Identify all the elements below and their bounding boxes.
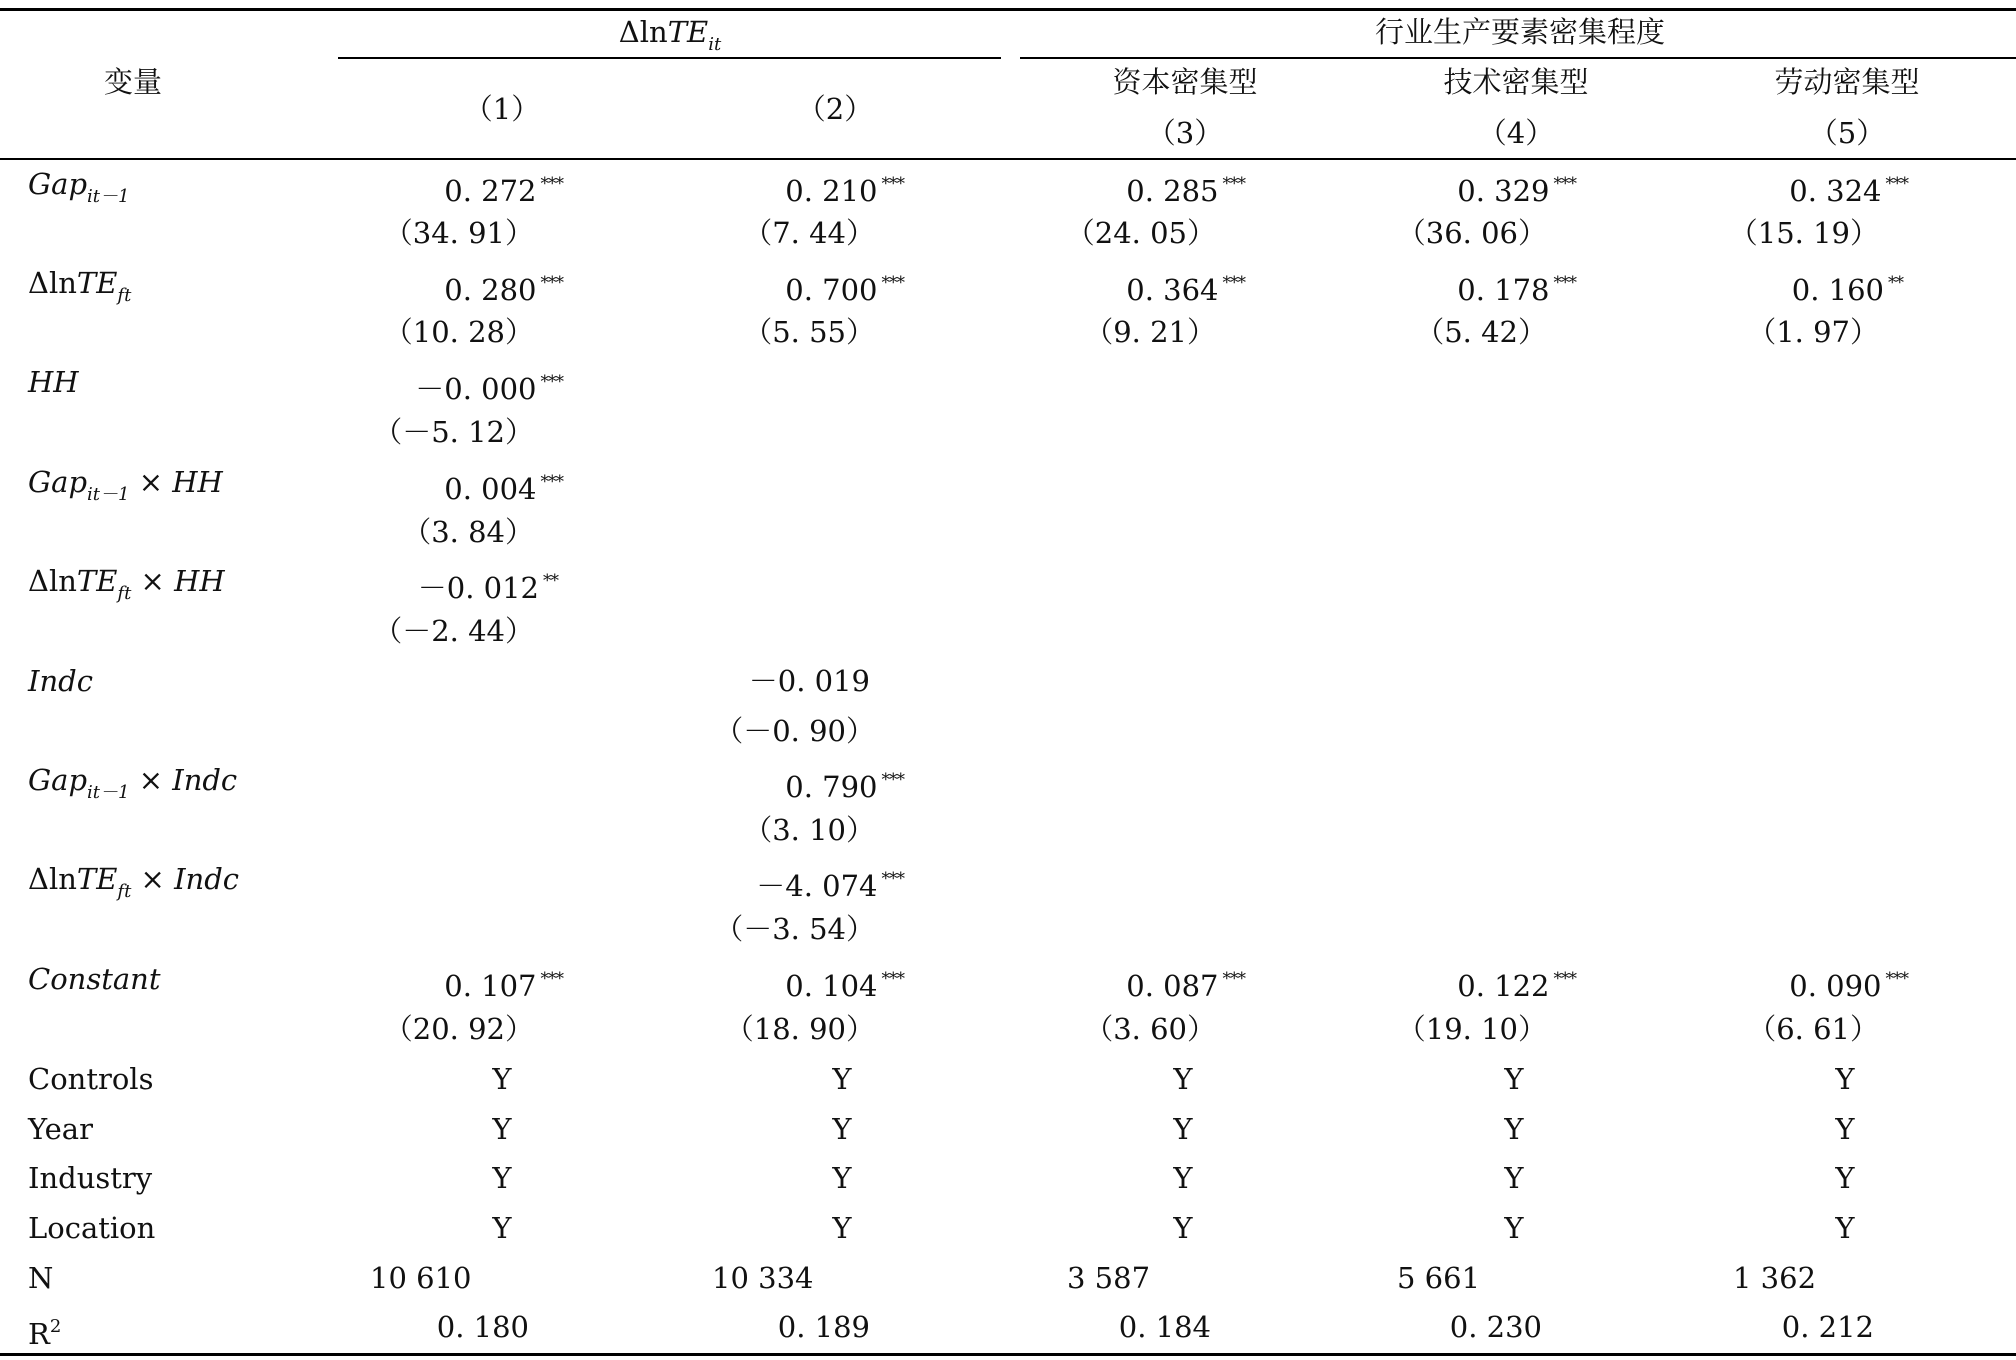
dlnte-coef-3: 0. 364 ***: [1126, 273, 1245, 307]
year-val-4: Y: [1504, 1112, 1524, 1146]
industry-label: Industry: [28, 1161, 153, 1195]
gap-coef-2: 0. 210 ***: [785, 174, 904, 208]
header-bottom-rule: [0, 158, 2016, 160]
dlnte-t-2: （5. 55）: [743, 315, 875, 349]
variable-header: 变量: [104, 65, 163, 99]
col-number-2: （2）: [796, 92, 874, 126]
gap-hh-t-1: （3. 84）: [402, 515, 534, 549]
constant-t-3: （3. 60）: [1084, 1012, 1216, 1046]
industry-val-4: Y: [1504, 1161, 1524, 1195]
industry-val-3: Y: [1173, 1161, 1193, 1195]
type-header-capital: 资本密集型: [1112, 65, 1258, 99]
var-gap-x-indc: Gap$_{it-1}$ × Indc: [28, 763, 238, 803]
col-number-5: （5）: [1808, 116, 1886, 150]
top-rule: [0, 8, 2016, 11]
dlnte-t-4: （5. 42）: [1415, 315, 1547, 349]
var-gap: Gap$_{it-1}$: [28, 167, 130, 207]
te-subscript: it: [708, 34, 722, 55]
dlnte-t-5: （1. 97）: [1747, 315, 1879, 349]
constant-t-5: （6. 61）: [1747, 1012, 1879, 1046]
dlnte-coef-5: 0. 160 **: [1791, 273, 1903, 307]
ln-label: ln: [639, 15, 668, 49]
year-val-2: Y: [832, 1112, 852, 1146]
col-number-1: （1）: [463, 92, 541, 126]
dlnte-coef-2: 0. 700 ***: [785, 273, 904, 307]
constant-t-2: （18. 90）: [724, 1012, 875, 1046]
hh-coef-1: －0. 000 ***: [415, 372, 563, 406]
r2-val-3: 0. 184: [1118, 1310, 1211, 1344]
type-header-labor: 劳动密集型: [1774, 65, 1920, 99]
group-header-left: [520, 14, 820, 63]
col-number-3: （3）: [1146, 116, 1224, 150]
gap-coef-4: 0. 329 ***: [1457, 174, 1576, 208]
te-label: TE: [667, 15, 709, 49]
location-label: Location: [28, 1211, 156, 1245]
var-dlnte-x-hh: ΔlnTE$_{ft}$ × HH: [28, 564, 225, 604]
constant-coef-4: 0. 122 ***: [1457, 969, 1576, 1003]
delta-symbol: Δ: [618, 15, 640, 49]
dlnte-indc-coef-2: －4. 074 ***: [756, 869, 904, 903]
gap-t-2: （7. 44）: [743, 216, 875, 250]
n-val-3: 3 587: [1067, 1261, 1151, 1295]
dlnte-t-1: （10. 28）: [383, 315, 534, 349]
dlnte-coef-1: 0. 280 ***: [444, 273, 563, 307]
location-val-5: Y: [1835, 1211, 1855, 1245]
dlnte-hh-coef-1: －0. 012 **: [417, 571, 558, 605]
r2-val-1: 0. 180: [436, 1310, 529, 1344]
var-indc: Indc: [28, 664, 93, 698]
var-gap-x-hh: Gap$_{it-1}$ × HH: [28, 465, 223, 505]
industry-val-5: Y: [1835, 1161, 1855, 1195]
location-val-3: Y: [1173, 1211, 1193, 1245]
var-dlnte-x-indc: ΔlnTE$_{ft}$ × Indc: [28, 862, 240, 902]
gap-t-4: （36. 06）: [1396, 216, 1547, 250]
dlnte-indc-t-2: （－3. 54）: [714, 912, 875, 946]
gap-indc-t-2: （3. 10）: [743, 813, 875, 847]
col-number-4: （4）: [1477, 116, 1555, 150]
constant-t-4: （19. 10）: [1396, 1012, 1547, 1046]
gap-hh-coef-1: 0. 004 ***: [444, 472, 563, 506]
gap-t-5: （15. 19）: [1728, 216, 1879, 250]
location-val-1: Y: [492, 1211, 512, 1245]
var-dlnte: ΔlnTE$_{ft}$: [28, 266, 132, 306]
hh-t-1: （－5. 12）: [373, 415, 534, 449]
controls-val-3: Y: [1173, 1062, 1193, 1096]
r2-label: $R^2$: [28, 1316, 62, 1351]
var-hh: HH: [28, 365, 79, 399]
subheader-rule-right: [1020, 57, 2016, 59]
year-val-3: Y: [1173, 1112, 1193, 1146]
dlnte-t-3: （9. 21）: [1084, 315, 1216, 349]
industry-val-1: Y: [492, 1161, 512, 1195]
r2-val-4: 0. 230: [1449, 1310, 1542, 1344]
constant-coef-1: 0. 107 ***: [444, 969, 563, 1003]
n-val-5: 1 362: [1733, 1261, 1817, 1295]
constant-t-1: （20. 92）: [383, 1012, 534, 1046]
n-label: N: [28, 1261, 54, 1295]
controls-val-1: Y: [492, 1062, 512, 1096]
controls-val-4: Y: [1504, 1062, 1524, 1096]
n-val-4: 5 661: [1397, 1261, 1481, 1295]
gap-coef-3: 0. 285 ***: [1126, 174, 1245, 208]
n-val-2: 10 334: [712, 1261, 814, 1295]
r2-val-2: 0. 189: [777, 1310, 870, 1344]
var-constant: Constant: [28, 962, 161, 996]
constant-coef-2: 0. 104 ***: [785, 969, 904, 1003]
gap-t-3: （24. 05）: [1065, 216, 1216, 250]
constant-coef-5: 0. 090 ***: [1789, 969, 1908, 1003]
group-header-right: 行业生产要素密集程度: [1374, 15, 1665, 49]
controls-val-5: Y: [1835, 1062, 1855, 1096]
year-label: Year: [28, 1112, 93, 1146]
year-val-1: Y: [492, 1112, 512, 1146]
industry-val-2: Y: [832, 1161, 852, 1195]
constant-coef-3: 0. 087 ***: [1126, 969, 1245, 1003]
controls-val-2: Y: [832, 1062, 852, 1096]
year-val-5: Y: [1835, 1112, 1855, 1146]
location-val-4: Y: [1504, 1211, 1524, 1245]
indc-coef-2: －0. 019: [748, 664, 870, 698]
gap-t-1: （34. 91）: [383, 216, 534, 250]
r2-val-5: 0. 212: [1781, 1310, 1874, 1344]
gap-indc-coef-2: 0. 790 ***: [785, 770, 904, 804]
bottom-rule: [0, 1353, 2016, 1356]
controls-label: Controls: [28, 1062, 154, 1096]
dlnte-hh-t-1: （－2. 44）: [373, 614, 534, 648]
type-header-technology: 技术密集型: [1443, 65, 1589, 99]
indc-t-2: （－0. 90）: [714, 714, 875, 748]
location-val-2: Y: [832, 1211, 852, 1245]
n-val-1: 10 610: [370, 1261, 472, 1295]
gap-coef-5: 0. 324 ***: [1789, 174, 1908, 208]
dlnte-coef-4: 0. 178 ***: [1457, 273, 1576, 307]
gap-coef-1: 0. 272 ***: [444, 174, 563, 208]
